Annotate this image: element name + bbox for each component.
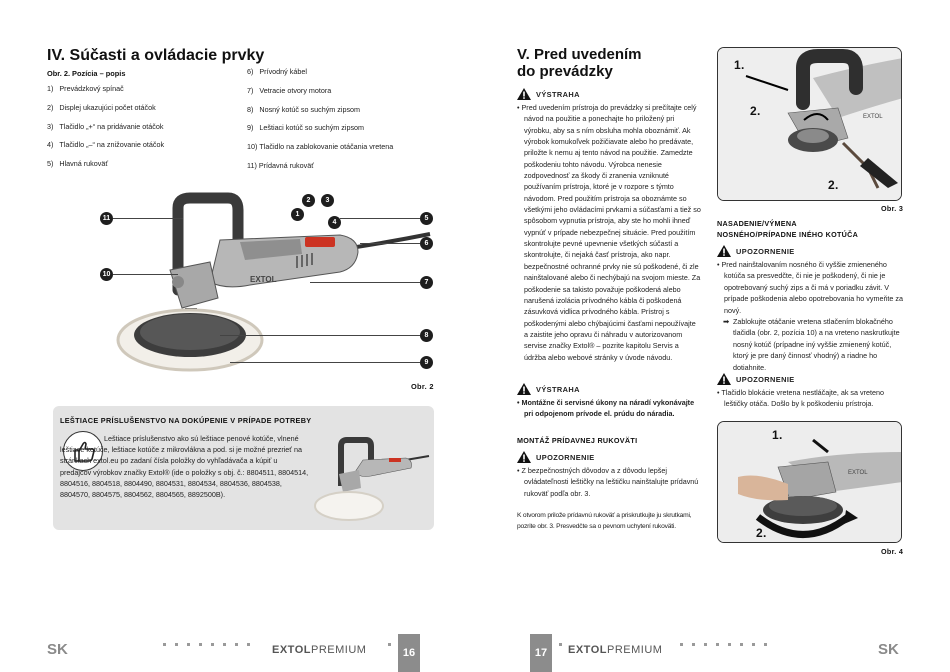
figure-obr3	[717, 47, 902, 201]
notice-label: UPOZORNENIE	[536, 452, 595, 462]
warning-block-1	[517, 88, 701, 363]
warning-icon	[717, 373, 731, 385]
polisher-thumbnail	[311, 436, 431, 526]
warning-label: VÝSTRAHA	[536, 89, 580, 99]
callout-3: 3	[321, 194, 334, 207]
warning-icon	[517, 451, 531, 463]
parts-item: 9) Leštiaci kotúč so suchým zipsom	[247, 123, 365, 133]
handle-mount-illustration	[718, 48, 902, 201]
polisher-illustration	[100, 190, 440, 385]
warning-header	[517, 88, 701, 100]
section-title-iv: IV. Súčasti a ovládacie prvky	[47, 47, 265, 64]
warning-header	[517, 383, 701, 395]
svg-text:EXTOL: EXTOL	[848, 470, 868, 476]
parts-item: 6) Prívodný kábel	[247, 67, 307, 76]
figure-obr4	[717, 421, 902, 543]
callout-10: 10	[100, 268, 113, 281]
callout-11: 11	[100, 212, 113, 225]
arrow-right-icon: ➡	[723, 317, 730, 326]
notice-block-blokacia	[717, 373, 904, 410]
notice-header	[717, 245, 904, 257]
callout-1: 1	[291, 208, 304, 221]
notice-block-montaz	[517, 451, 701, 499]
warning-text: • Pred uvedením prístroja do prevádzky si prečítajte celý návod na použitie a ponechajte ho priložený pri výrobku, aby sa s ním obsluha mohla oboznámiť. Ak výrobok komukoľvek požičiavate alebo ho predávate, priložte k nemu aj tento návod na použitie. Zamedzte poškodeniu tohto návodu. Výrobca nenesie zodpovednosť za škody či zranenia vzniknuté používaním prístroja, ktoré je v rozpore s týmto návodom. Pred použitím prístroja sa oboznámte so všetkými jeho ovládacími prvkami a súčasťami a tiež so spôsobom vypnutia prístroja, aby ste ho mohli ihneď vypnúť v prípade nebezpečnej situácie. Pred použitím skontrolujte pevné upevnenie všetkých súčastí a skontrolujte, či nejaká časť prístroja, ako napr. bezpečnostné ochranné prvky nie sú poškodené, či zle nainštalované alebo či nechýbajú na svojom mieste. Za poškodenie sa takisto považuje poškodená alebo narušená izolácia prívodného kábla či poškodená zásuvková vidlica prívodného kábla. Prístroj s poškodenými alebo chýbajúcimi časťami nepoužívajte a zaistite jeho opravu či náhradu v autorizovanom servise značky Extol® – pozrite kapitolu Servis a údržba alebo webové stránky v úvode návodu.	[517, 103, 701, 362]
warning-icon	[517, 88, 531, 100]
warning-icon	[517, 383, 531, 395]
brand-logo	[272, 644, 366, 656]
brand-logo	[568, 644, 662, 656]
parts-list-col1	[47, 84, 237, 178]
footer-dots	[163, 643, 259, 647]
callout-line	[113, 274, 178, 275]
nasadenie-title-line1: NASADENIE/VÝMENA	[717, 219, 797, 228]
parts-list-header: Obr. 2. Pozícia – popis	[47, 69, 126, 78]
callout-6: 6	[420, 237, 433, 250]
right-page	[475, 0, 950, 672]
warning-text: • Montážne či servisné úkony na náradí vykonávajte pri odpojenom prívode el. prúdu do náradia.	[517, 398, 695, 419]
parts-item: 1) Prevádzkový spínač	[47, 84, 124, 93]
svg-text:EXTOL: EXTOL	[863, 114, 883, 120]
disc-mount-illustration	[718, 422, 902, 543]
callout-line	[310, 282, 420, 283]
callout-4: 4	[328, 216, 341, 229]
callout-8: 8	[420, 329, 433, 342]
warning-icon	[717, 245, 731, 257]
brand-logo-bold: EXTOL	[272, 644, 311, 656]
parts-item: 7) Vetracie otvory motora	[247, 85, 332, 95]
fig3-label-2a: 2.	[750, 104, 761, 118]
brand-logo-light: PREMIUM	[310, 644, 367, 656]
footer-dots	[680, 643, 776, 647]
callout-2: 2	[302, 194, 315, 207]
notice-label: UPOZORNENIE	[736, 374, 795, 384]
callout-7: 7	[420, 276, 433, 289]
brand-logo-light: PREMIUM	[606, 644, 663, 656]
parts-item: 8) Nosný kotúč so suchým zipsom	[247, 104, 361, 114]
warning-label: VÝSTRAHA	[536, 384, 580, 394]
warning-block-2	[517, 383, 701, 420]
parts-item: 11) Prídavná rukoväť	[247, 160, 314, 170]
nasadenie-title	[717, 218, 858, 240]
accessory-box-title: LEŠTIACE PRÍSLUŠENSTVO NA DOKÚPENIE V PRÍPADE POTREBY	[60, 416, 312, 425]
figure-caption-obr3: Obr. 3	[881, 204, 904, 213]
section-title-v-line1: V. Pred uvedením	[517, 46, 642, 63]
svg-text:EXTOL: EXTOL	[250, 275, 277, 284]
parts-item: 5) Hlavná rukoväť	[47, 159, 109, 169]
section-title-v-line2: do prevádzky	[517, 63, 613, 80]
figure-caption-obr4: Obr. 4	[881, 547, 904, 556]
nasadenie-title-line2: NOSNÉHO/PRÍPADNE INÉHO KOTÚČA	[717, 230, 859, 239]
fig3-label-2b: 2.	[828, 178, 839, 192]
notice-text: • Pred nainštalovaním nosného či vyššie zmieneného kotúča sa presvedčte, či nie je poškodený, či nie je opotrebovaný suchý zips a či má v poriadku závit. V prípade poškodenia alebo opotrebovania ho vymeňte za nový.	[717, 260, 904, 315]
notice-header	[717, 373, 904, 385]
parts-item: 2) Displej ukazujúci počet otáčok	[47, 102, 156, 112]
montaz-note: K otvorom prilože prídavnú rukoväť a priskrutkujte ju skrutkami, pozrite obr. 3. Presvedčte sa o pevnom uchytení rukoväti.	[517, 512, 692, 531]
parts-item: 3) Tlačidlo „+“ na pridávanie otáčok	[47, 121, 164, 131]
callout-line	[360, 243, 420, 244]
fig4-label-2: 2.	[756, 526, 767, 540]
notice-label: UPOZORNENIE	[736, 246, 795, 256]
notice-header	[517, 451, 701, 463]
section-title-v	[517, 46, 642, 80]
montaz-title: MONTÁŽ PRÍDAVNEJ RUKOVÄTI	[517, 436, 638, 445]
parts-item: 10) Tlačidlo na zablokovanie otáčania vretena	[247, 142, 394, 152]
fig4-label-1: 1.	[772, 428, 783, 442]
callout-9: 9	[420, 356, 433, 369]
page-number: 16	[398, 634, 420, 672]
callout-line	[230, 362, 420, 363]
footer-lang-code: SK	[878, 641, 899, 658]
notice-block-nasadenie	[717, 245, 904, 316]
parts-list-col2	[247, 67, 457, 180]
parts-item: 4) Tlačidlo „–“ na znižovanie otáčok	[47, 140, 165, 150]
arrow-instruction	[717, 316, 904, 373]
notice-text: • Z bezpečnostných dôvodov a z dôvodu lepšej ovládateľnosti leštičky na leštičku nainštalujte prídavnú rukoväť podľa obr. 3.	[517, 466, 699, 498]
callout-line	[340, 218, 420, 219]
callout-line	[113, 218, 183, 219]
callout-5: 5	[420, 212, 433, 225]
footer-lang-code: SK	[47, 641, 68, 658]
notice-text: • Tlačidlo blokácie vretena nestláčajte, ak sa vreteno leštičky otáča. Došlo by k poškodeniu prístroja.	[717, 388, 884, 409]
figure-caption-obr2: Obr. 2	[411, 382, 434, 391]
page-number: 17	[530, 634, 552, 672]
brand-logo-bold: EXTOL	[568, 644, 607, 656]
accessory-box-text: Leštiace príslušenstvo ako sú leštiace penové kotúče, vlnené leštiace kotúče, leštiace kotúče z mikrovlákna a pod. si je možné prezrieť na stránkach extol.eu po zadaní čísla položky do vyhľadávača a kúpiť u predajcov výrobkov značky Extol® (ide o položky s obj. č.: 8804511, 8804514, 8804516, 8804518, 8804490, 8804531, 8804534, 8804536, 8804538, 8804570, 8804575, 8804562, 8804565, 8892500B).	[60, 434, 309, 500]
fig3-label-1: 1.	[734, 58, 745, 72]
accessory-box	[53, 406, 434, 530]
callout-line	[220, 335, 420, 336]
arrow-instruction-text: Zablokujte otáčanie vretena stlačením blokačného tlačidla (obr. 2, pozícia 10) a na vreteno naskrutkujte nosný kotúč (prípadne iný vyššie zmienený kotúč, ktorý je pre daný činnosť vhodný) a riadne ho dotiahnite.	[733, 317, 900, 372]
